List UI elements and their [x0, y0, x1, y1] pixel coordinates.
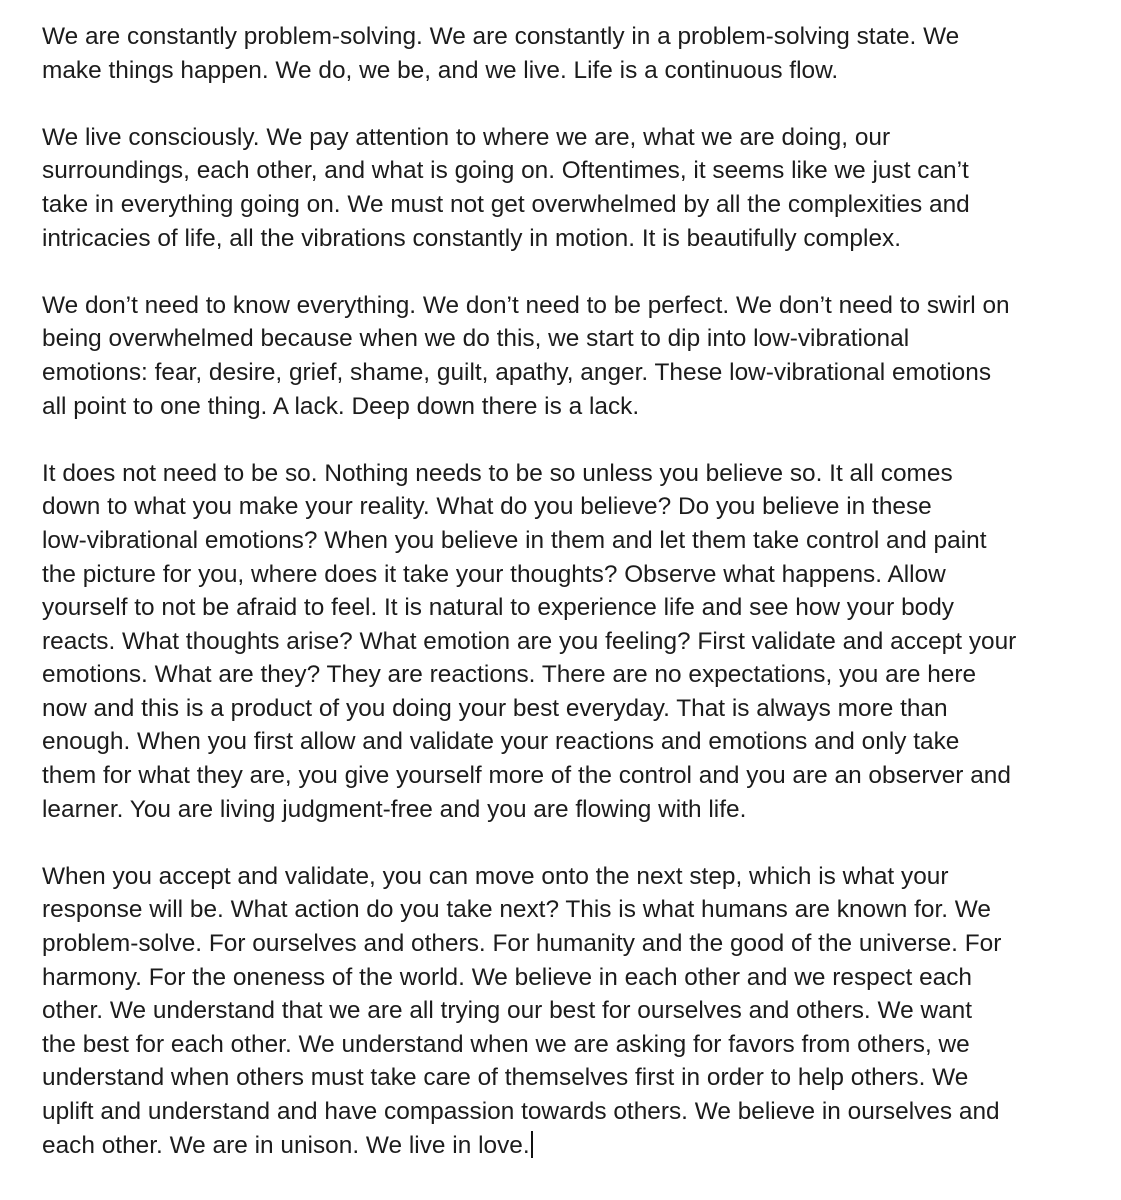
text-line: enough. When you first allow and validate your reactions and emotions and only take: [42, 728, 960, 756]
text-line: make things happen. We do, we be, and we live. Life is a continuous flow.: [42, 56, 839, 84]
text-line: surroundings, each other, and what is going on. Oftentimes, it seems like we just can’t: [42, 157, 969, 185]
text-line: low-vibrational emotions? When you believe in them and let them take control and paint: [42, 526, 987, 554]
text-editor[interactable]: [42, 20, 1112, 1162]
text-line: the best for each other. We understand when we are asking for favors from others, we: [42, 1030, 970, 1058]
text-line: learner. You are living judgment-free and you are flowing with life.: [42, 795, 747, 823]
text-line-content: each other. We are in unison. We live in love.: [42, 1131, 530, 1159]
paragraph-5: [42, 860, 1112, 1162]
text-line: It does not need to be so. Nothing needs to be so unless you believe so. It all comes: [42, 459, 953, 487]
text-line: intricacies of life, all the vibrations constantly in motion. It is beautifully complex.: [42, 224, 902, 252]
text-line: harmony. For the oneness of the world. We believe in each other and we respect each: [42, 963, 973, 991]
text-line: all point to one thing. A lack. Deep down there is a lack.: [42, 392, 640, 420]
paragraph-4: [42, 457, 1112, 827]
text-line: When you accept and validate, you can move onto the next step, which is what your: [42, 862, 949, 890]
text-line: emotions. What are they? They are reactions. There are no expectations, you are here: [42, 661, 977, 689]
text-line: We live consciously. We pay attention to where we are, what we are doing, our: [42, 123, 891, 151]
text-line: yourself to not be afraid to feel. It is natural to experience life and see how your body: [42, 594, 955, 622]
text-line: being overwhelmed because when we do this, we start to dip into low-vibrational: [42, 325, 910, 353]
text-line: now and this is a product of you doing your best everyday. That is always more than: [42, 694, 948, 722]
text-line: other. We understand that we are all trying our best for ourselves and others. We want: [42, 997, 973, 1025]
text-line: response will be. What action do you take next? This is what humans are known for. We: [42, 896, 991, 924]
text-line: emotions: fear, desire, grief, shame, guilt, apathy, anger. These low-vibrational emotions: [42, 358, 992, 386]
paragraph-1: [42, 20, 1112, 87]
text-line: understand when others must take care of themselves first in order to help others. We: [42, 1064, 969, 1092]
paragraph-3: [42, 289, 1112, 423]
text-line: take in everything going on. We must not get overwhelmed by all the complexities and: [42, 190, 970, 218]
text-cursor: [531, 1131, 533, 1158]
text-line: down to what you make your reality. What do you believe? Do you believe in these: [42, 493, 932, 521]
text-line: problem-solve. For ourselves and others. For humanity and the good of the universe. For: [42, 930, 1002, 958]
text-line: them for what they are, you give yourself more of the control and you are an observer and: [42, 762, 1011, 790]
paragraph-2: [42, 121, 1112, 255]
text-line: reacts. What thoughts arise? What emotion are you feeling? First validate and accept your: [42, 627, 1017, 655]
text-line: the picture for you, where does it take your thoughts? Observe what happens. Allow: [42, 560, 946, 588]
text-line-last: [42, 1129, 1112, 1163]
text-line: We don’t need to know everything. We don’t need to be perfect. We don’t need to swirl on: [42, 291, 1010, 319]
text-line: We are constantly problem-solving. We are constantly in a problem-solving state. We: [42, 23, 960, 50]
text-line: uplift and understand and have compassion towards others. We believe in ourselves and: [42, 1098, 1000, 1125]
